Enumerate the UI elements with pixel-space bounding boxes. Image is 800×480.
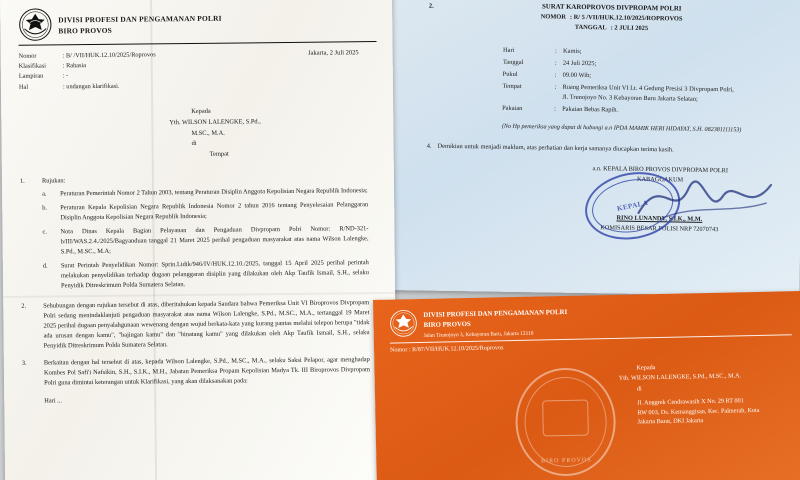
meta-value: : B/ /VII/HUK.12.10/2025/Roprovos bbox=[62, 51, 156, 60]
blue-field-value: Ruang Pemeriksa Unit VI Lt. 4 Gedung Presisi 3 Divpropam Polri, bbox=[562, 83, 734, 93]
blue-field-key: Tempat bbox=[502, 82, 522, 90]
letter-sublist bbox=[42, 186, 369, 291]
envelope-letterhead-line1: DIVISI PROFESI DAN PENGAMANAN POLRI bbox=[423, 308, 568, 319]
envelope-seal-text: BIRO PROVOS bbox=[541, 457, 592, 465]
recipient-tempat: Tempat bbox=[209, 150, 229, 159]
envelope-address-line: Jalan Trunojoyo 3, Kebayoran Baru, Jakarta 12110 bbox=[423, 331, 534, 340]
meta-value: : - bbox=[62, 72, 69, 80]
recipient-name: Yth. WILSON LALENGKE, S.Pd., bbox=[169, 117, 261, 126]
blue-field-value-sub: Jl. Trunojoyo No. 3 Kebayoran Baru Jakarta Selatan; bbox=[562, 93, 698, 103]
meta-label: Hal bbox=[18, 83, 29, 91]
meta-label: Lampiran bbox=[18, 72, 44, 81]
recipient-title: Kepada bbox=[191, 107, 211, 115]
blue-tanggal-label: TANGGAL bbox=[574, 23, 607, 32]
police-emblem-icon bbox=[389, 309, 418, 338]
letter-place-date: Jakarta, 2 Juli 2025 bbox=[308, 49, 359, 57]
letter-schedule-hari: Hari ... bbox=[44, 397, 63, 405]
letter-item-3 bbox=[22, 355, 380, 389]
blue-closing-text: Demikian untuk menjadi maklum, atas perhatian dan kerja samanya diucapkan terima kasih. bbox=[437, 142, 674, 154]
blue-sign-an: a.n. KEPALA BIRO PROVOS DIVPROPAM POLRI bbox=[592, 165, 728, 175]
subitem-number: b. bbox=[42, 204, 48, 212]
envelope-number-label: Nomor bbox=[390, 347, 408, 355]
letter-recipient-block bbox=[169, 105, 378, 162]
letter-item-1 bbox=[20, 173, 379, 295]
blue-sign-name: RINO LUNANDY, S.I.K., M.M. bbox=[616, 214, 703, 224]
letter-subitem-b bbox=[42, 200, 368, 223]
blue-item-number: 2. bbox=[428, 2, 434, 10]
envelope-addr-line3: Jakarta Barat, DKI Jakarta bbox=[637, 416, 704, 426]
document-page-main-letter bbox=[0, 0, 397, 480]
letter-body-list bbox=[20, 173, 380, 388]
blue-field-colon: : bbox=[554, 105, 556, 113]
stamp-text: KEPALA bbox=[616, 198, 649, 213]
envelope-seal-inner-shape bbox=[542, 399, 589, 436]
recipient-di: di bbox=[191, 140, 197, 148]
blue-field-key: Pakaian bbox=[502, 104, 523, 112]
envelope-recipient-name: Yth. WILSON LALENGKE, S.Pd., M.SC., M.A. bbox=[618, 372, 742, 383]
letter-subitem-c bbox=[42, 224, 368, 257]
subitem-number: c. bbox=[42, 228, 47, 236]
envelope-recipient-block bbox=[618, 360, 793, 427]
blue-sign-jabatan: KABAGGAKUM bbox=[636, 175, 684, 184]
blue-field-key: Tanggal bbox=[502, 58, 524, 67]
blue-title-block bbox=[417, 0, 783, 36]
blue-field-value-wrap bbox=[562, 82, 782, 106]
meta-row-hal bbox=[19, 81, 156, 93]
envelope-recipient-title: Kepada bbox=[636, 363, 656, 372]
item-text: Sehubungan dengan rujukan tersebut di atas, diberitahukan kepada Saudara bahwa Pemeriksa Unit VI Biroprovos Divpropam Polri sedang menindaklanjuti pengaduan masyarakat atas nama Wilson Lalengke, S.Pd., M.SC., M.A., tertanggal 19 Maret 2025 perihal dugaan penyalahgunaan wewenang dengan wujud berkata-kata yang kurang pantas melalui telepon berupa "tidak ada urusan dengan kamu", "bajingan kamu" dan "binatang kamu" yang dilakukan oleh Akp Taufik Ismail, S.H., selaku Penyidik Ditreskrimum Polda Sumatera Selatan. bbox=[43, 299, 370, 350]
letterhead-line2: BIRO PROVOS bbox=[58, 26, 113, 36]
blue-contact-note: (No Hp pemeriksa yang dapat di hubungi a.n IPDA MAMIK HERI HIDAYAT, S.H. 082381111153) bbox=[501, 123, 742, 134]
blue-title-line1: SURAT KAROPROVOS DIVPROPAM POLRI bbox=[541, 3, 682, 13]
letter-subitem-d bbox=[43, 258, 369, 291]
blue-field-value: Pakaian Bebas Rapih. bbox=[562, 105, 619, 114]
letter-item-2 bbox=[21, 298, 379, 351]
subitem-text: Peraturan Kepala Kepolisian Negara Republik Indonesia Nomor 2 tahun 2016 tentang Penyelesaian Pelanggaran Disiplin Anggota Kepolisian Negara Republik Indonesia; bbox=[60, 201, 369, 222]
blue-field-value: 09.00 Wib; bbox=[562, 71, 592, 79]
meta-label: Klasifikasi bbox=[18, 62, 47, 70]
item-number: 2. bbox=[21, 303, 27, 311]
blue-field-colon: : bbox=[554, 83, 557, 91]
envelope-number-value: : R/87/VII/HUK.12.10/2025/Roprovos bbox=[408, 345, 504, 354]
blue-closing-item bbox=[415, 141, 781, 157]
blue-closing-number: 4. bbox=[426, 142, 432, 150]
blue-field-key: Pukul bbox=[502, 70, 518, 78]
blue-field-colon: : bbox=[555, 47, 557, 55]
subitem-text: Surat Perintah Penyelidikan Nomor: Sprin.Lidik/946/IV/HUK.12.10./2025, tanggal 15 April 2025 perihal perintah melakukan penyelidikan terhadap dugaan pelanggaran disiplin yang dilakukan oleh Akp Taufik Ismail, S.H., selaku Penyidik Ditreskrimum Polda Sumatera Selatan. bbox=[60, 258, 369, 289]
subitem-text: Peraturan Pemerintah Nomor 2 Tahun 2003, tentang Peraturan Disiplin Anggota Kepolisian Negara Republik Indonesia; bbox=[60, 187, 368, 198]
envelope-recipient-di: di bbox=[636, 385, 642, 393]
blue-sign-rank: KOMISARIS BESAR POLISI NRP 72070743 bbox=[600, 224, 719, 234]
document-page-blue-surat-karoprovos bbox=[387, 0, 800, 296]
meta-row-nomor bbox=[19, 50, 156, 62]
letter-meta-block bbox=[19, 50, 156, 92]
subitem-text: Nota Dinas Kepala Bagian Pelayanan dan Pengaduan Divpropam Polri Nomor: R/ND-321-b/III/WAS.2.4./2025/Bagyanduan tanggal 21 Maret 2025 perihal pengaduan masyarakat atas nama Wilson Lalengke, S.Pd., M.SC., M.A; bbox=[60, 225, 369, 256]
envelope-addr-line1: Jl. Anggrek Cendrawasih X No. 29 RT 001 bbox=[637, 397, 744, 407]
recipient-name-2: M.SC., M.A. bbox=[191, 129, 225, 137]
letter-subitem-a bbox=[42, 186, 368, 199]
blue-field-value: Kamis; bbox=[562, 48, 582, 56]
letterhead-divider bbox=[19, 41, 377, 46]
blue-nomor-value: : R/ 5 /VII/HUK.12.10/2025/ROPROVOS bbox=[569, 13, 683, 23]
item-number: 3. bbox=[21, 359, 27, 367]
meta-label: Nomor bbox=[18, 52, 37, 60]
letter-meta-row bbox=[19, 48, 377, 92]
blue-field-colon: : bbox=[554, 59, 557, 67]
item-text: Berkaitan dengan hal tersebut di atas, kepada Wilson Lalengke, S.Pd., M.SC., M.A., selaku Saksi Pelapor, agar menghadap Kombes Pol Safi'i Nafsikin, S.H., S.I.K., M.H., Jabatan Pemeriksa Propam Kepolisian Madya Tk. III Biroprovos Divpropam Polri guna dimintai keterangan untuk Klarifikasi, yang akan dilaksanakan pada: bbox=[43, 356, 370, 387]
meta-value: : Rahasia bbox=[62, 62, 87, 70]
document-envelope-orange bbox=[373, 291, 800, 480]
letterhead bbox=[18, 6, 376, 42]
item-number: 1. bbox=[19, 177, 25, 186]
blue-nomor-label: NOMOR bbox=[540, 13, 566, 21]
blue-tanggal-value: : 2 JULI 2025 bbox=[610, 24, 649, 33]
envelope-seal-icon bbox=[514, 367, 616, 477]
letterhead-line1: DIVISI PROFESI DAN PENGAMANAN POLRI bbox=[58, 13, 222, 25]
blue-field-colon: : bbox=[554, 71, 557, 79]
envelope-addr-line2: RW 003, Ds. Kemanggisan, Kec. Palmerah, Kota bbox=[637, 406, 760, 417]
police-emblem-icon bbox=[18, 7, 52, 41]
signature-icon bbox=[630, 167, 781, 229]
blue-field-row bbox=[502, 81, 782, 106]
blue-signature-block bbox=[534, 163, 785, 236]
subitem-number: d. bbox=[42, 262, 48, 270]
blue-field-value: 24 Juli 2025; bbox=[562, 59, 597, 68]
meta-value: : undangan klarifikasi. bbox=[62, 82, 120, 90]
subitem-number: a. bbox=[42, 190, 47, 198]
item-title: Rujukan: bbox=[41, 177, 66, 185]
blue-field-key: Hari bbox=[503, 47, 515, 55]
blue-field-list bbox=[502, 46, 783, 137]
envelope-letterhead-line2: BIRO PROVOS bbox=[423, 321, 471, 330]
